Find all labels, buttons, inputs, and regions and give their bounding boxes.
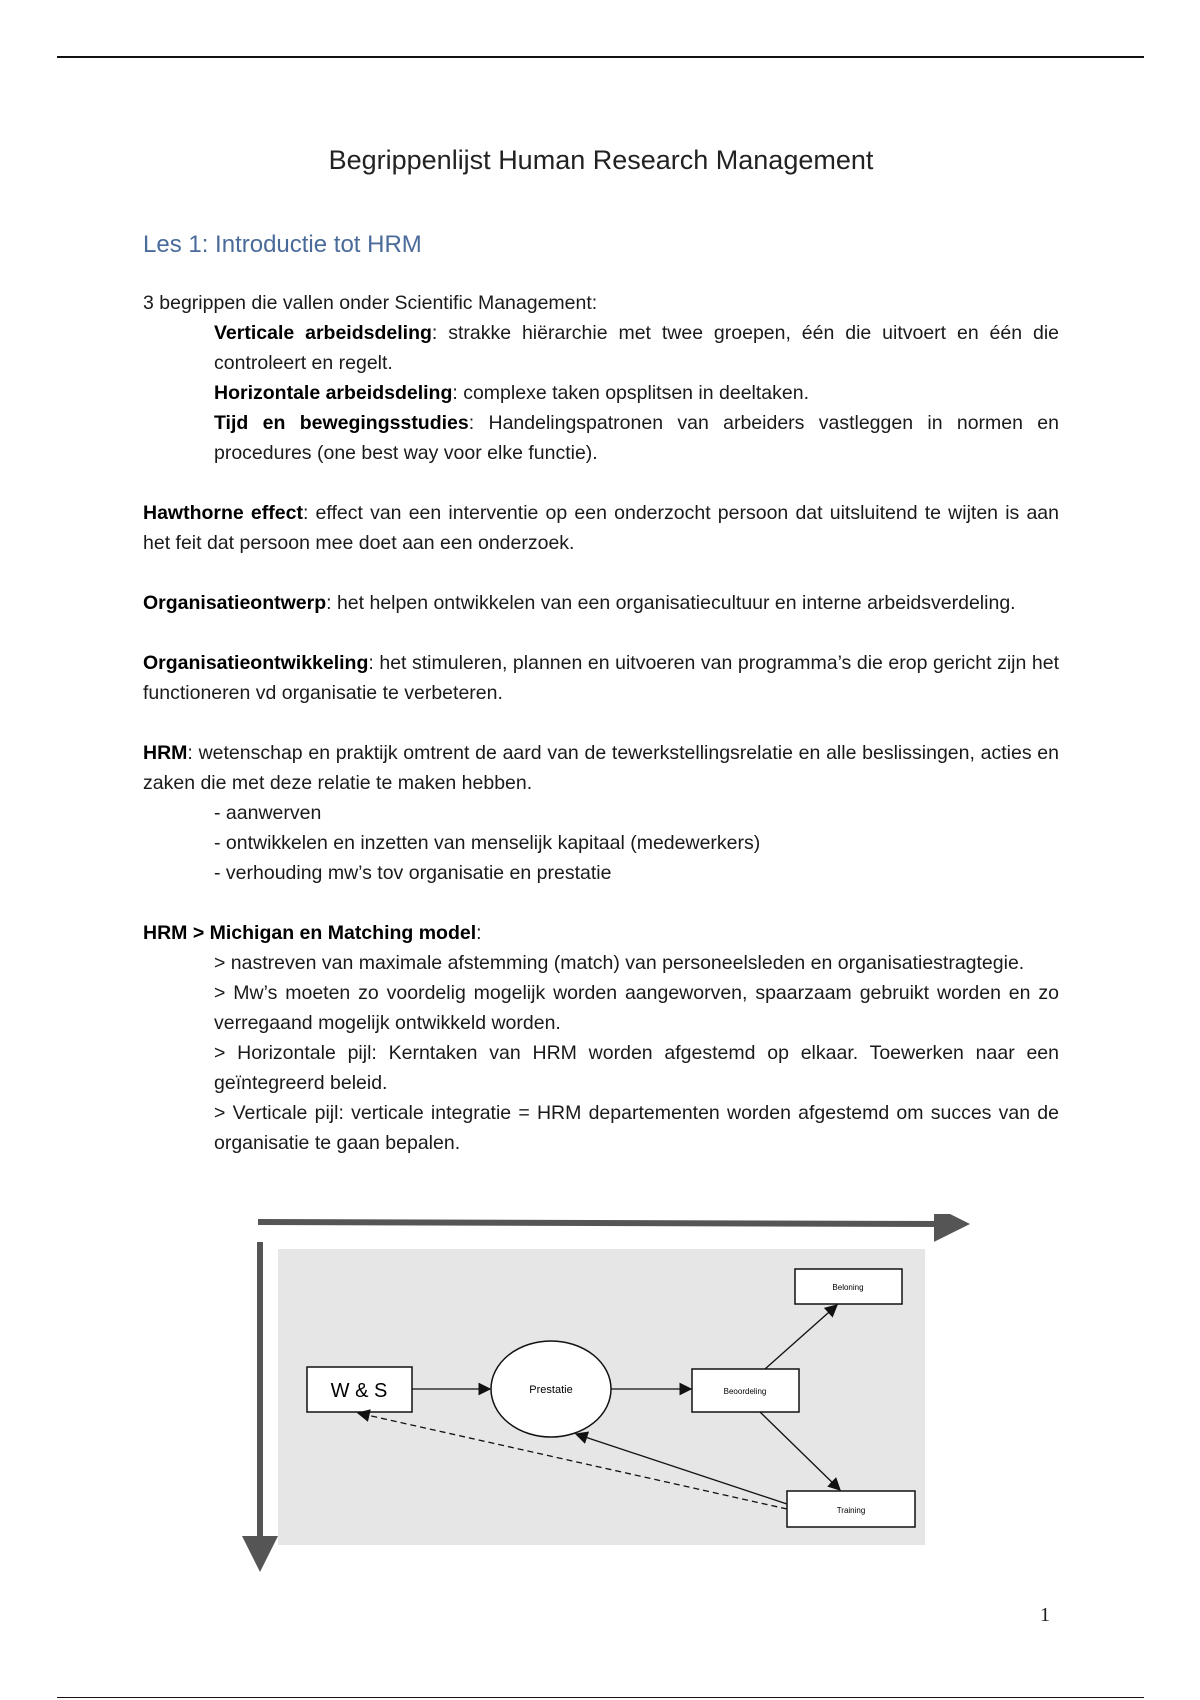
michigan-model-diagram bbox=[240, 1214, 970, 1574]
list-item: > Mw’s moeten zo voordelig mogelijk worden aangeworven, spaarzaam gebruikt worden en zo verregaand mogelijk ontwikkeld worden. bbox=[214, 982, 1059, 1034]
term: Verticale arbeidsdeling bbox=[214, 322, 432, 344]
top-rule bbox=[57, 56, 1144, 58]
definition-organisatieontwerp bbox=[143, 588, 1059, 618]
sm-item-time-motion bbox=[214, 408, 1059, 468]
definition: : wetenschap en praktijk omtrent de aard van de tewerkstellingsrelatie en alle beslissingen, acties en zaken die met deze relatie te maken hebben. bbox=[143, 742, 1059, 794]
term: HRM bbox=[143, 742, 188, 764]
definition: : strakke hiërarchie met twee groepen, één die uitvoert en één die controleert en regelt. bbox=[214, 322, 1059, 374]
list-item: - ontwikkelen en inzetten van menselijk kapitaal (medewerkers) bbox=[214, 832, 761, 854]
scientific-management-intro: 3 begrippen die vallen onder Scientific Management: bbox=[143, 292, 598, 314]
scientific-management-list bbox=[143, 318, 1059, 468]
hrm-block bbox=[143, 738, 1059, 888]
term: Hawthorne effect bbox=[143, 502, 303, 524]
sm-item-vertical bbox=[214, 318, 1059, 378]
list-item: > nastreven van maximale afstemming (match) van personeelsleden en organisatiestragtegie. bbox=[214, 952, 1025, 974]
list-item: > Horizontale pijl: Kerntaken van HRM worden afgestemd op elkaar. Toewerken naar een geïntegreerd beleid. bbox=[214, 1042, 1059, 1094]
definition: : effect van een interventie op een onderzocht persoon dat uitsluitend te wijten is aan het feit dat persoon mee doet aan een onderzoek. bbox=[143, 502, 1059, 554]
michigan-heading bbox=[143, 918, 1059, 948]
michigan-block bbox=[143, 918, 1059, 1158]
colon: : bbox=[476, 922, 482, 944]
definition: : het helpen ontwikkelen van een organisatiecultuur en interne arbeidsverdeling. bbox=[326, 592, 1016, 614]
definition-hrm bbox=[143, 738, 1059, 798]
term: Horizontale arbeidsdeling bbox=[214, 382, 453, 404]
term: Organisatieontwerp bbox=[143, 592, 327, 614]
section-heading: Les 1: Introductie tot HRM bbox=[143, 231, 422, 258]
list-item: > Verticale pijl: verticale integratie = HRM departementen worden afgestemd om succes van de organisatie te gaan bepalen. bbox=[214, 1102, 1059, 1154]
list-item: - aanwerven bbox=[214, 802, 322, 824]
beoordeling-label: Beoordeling bbox=[723, 1387, 767, 1396]
document-body bbox=[143, 140, 1059, 1158]
bottom-rule bbox=[57, 1697, 1144, 1698]
scientific-management-block bbox=[143, 288, 1059, 468]
prestatie-label: Prestatie bbox=[529, 1384, 573, 1396]
definition: : het stimuleren, plannen en uitvoeren van programma’s die erop gericht zijn het functioneren vd organisatie te verbeteren. bbox=[143, 652, 1059, 704]
training-label: Training bbox=[836, 1506, 866, 1515]
definition: : complexe taken opsplitsen in deeltaken. bbox=[452, 382, 810, 404]
list-item: - verhouding mw’s tov organisatie en prestatie bbox=[214, 862, 612, 884]
ws-label: W & S bbox=[330, 1380, 388, 1402]
document-title: Begrippenlijst Human Research Management bbox=[328, 145, 874, 175]
term: Tijd en bewegingsstudies bbox=[214, 412, 469, 434]
page-number: 1 bbox=[1040, 1604, 1050, 1626]
sm-item-horizontal bbox=[214, 378, 1059, 408]
hrm-bullets bbox=[143, 798, 1059, 888]
michigan-points bbox=[143, 948, 1059, 1158]
definition: : Handelingspatronen van arbeiders vastleggen in normen en procedures (one best way voor elke functie). bbox=[214, 412, 1059, 464]
term: Organisatieontwikkeling bbox=[143, 652, 369, 674]
definition-hawthorne bbox=[143, 498, 1059, 558]
term: HRM > Michigan en Matching model bbox=[143, 922, 477, 944]
definition-organisatieontwikkeling bbox=[143, 648, 1059, 708]
horizontal-arrow bbox=[258, 1222, 952, 1224]
beloning-label: Beloning bbox=[832, 1283, 864, 1292]
